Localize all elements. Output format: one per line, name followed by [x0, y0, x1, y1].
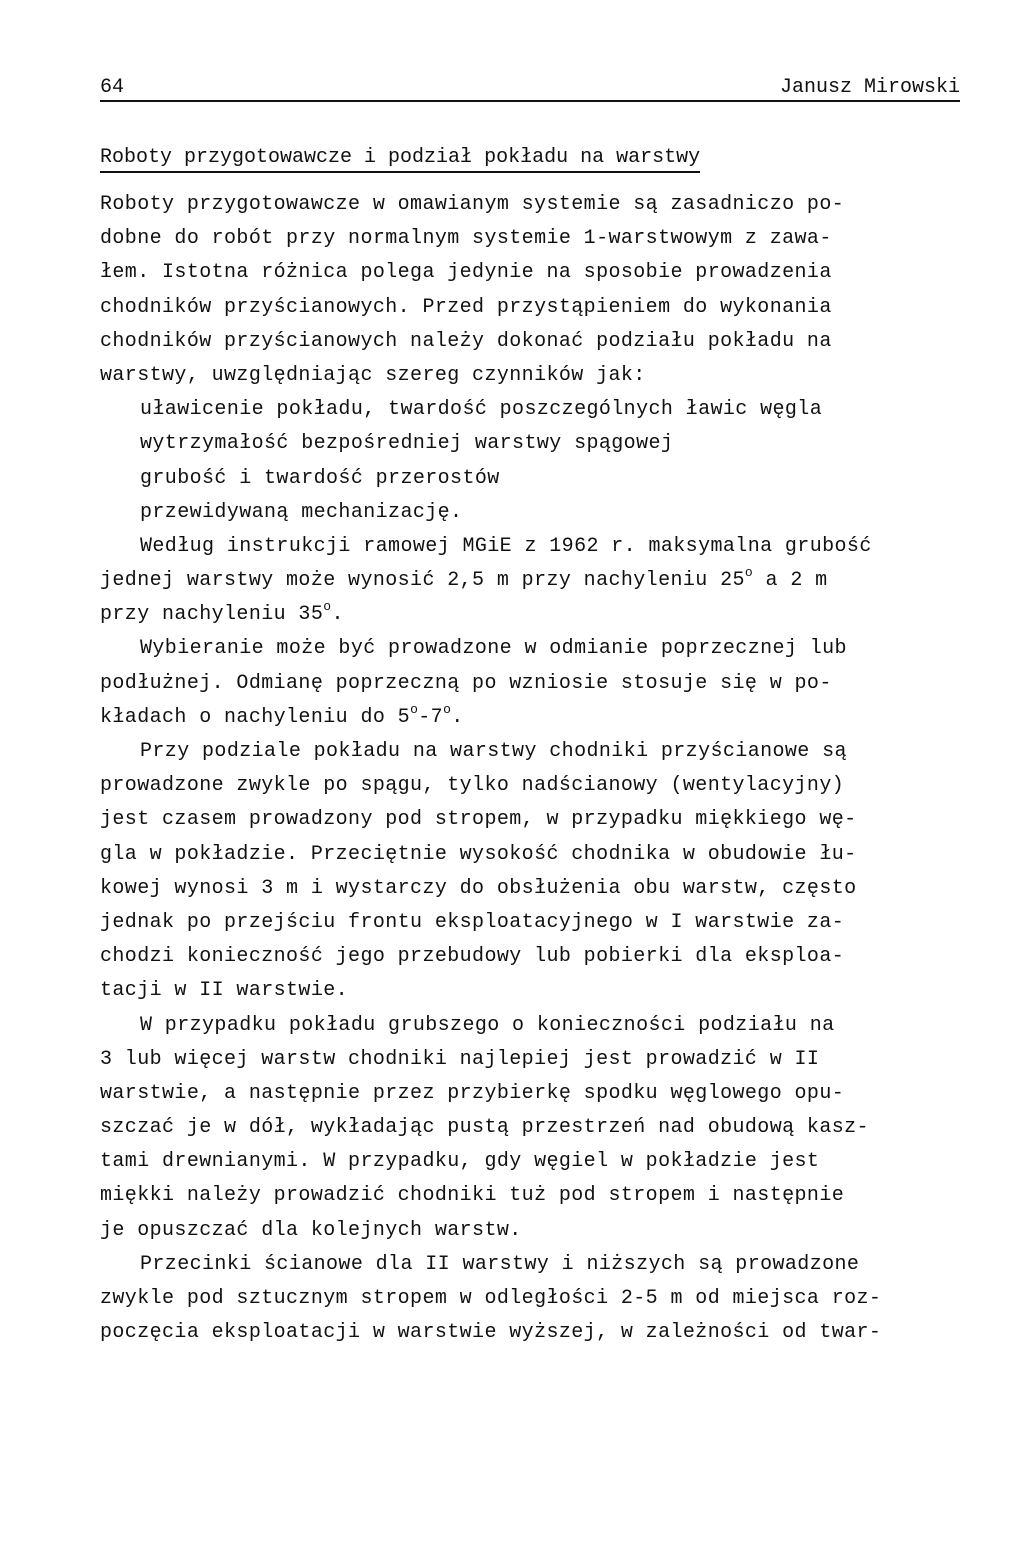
text-line	[100, 496, 960, 530]
line-text: Przecinki ścianowe dla II warstwy i niższych są prowadzone	[140, 1252, 860, 1276]
line-text: zwykle pod sztucznym stropem w odległości 2-5 m od miejsca roz-	[100, 1287, 882, 1310]
text-line	[100, 325, 960, 359]
text-line	[100, 701, 960, 735]
line-text: kładach o nachyleniu do 5	[100, 705, 411, 729]
line-text: jest czasem prowadzony pod stropem, w przypadku miękkiego wę-	[100, 808, 857, 832]
line-text: kowej wynosi 3 m i wystarczy do obsłużenia obu warstw, często	[100, 876, 857, 900]
text-line	[100, 427, 960, 461]
line-text: Roboty przygotowawcze w omawianym systemie są zasadniczo po-	[100, 193, 845, 216]
line-text: uławicenie pokładu, twardość poszczególnych ławic węgla	[140, 398, 823, 422]
line-text: gla w pokładzie. Przeciętnie wysokość chodnika w obudowie łu-	[100, 842, 857, 866]
line-text: a 2 m	[753, 569, 828, 593]
line-text: przy nachyleniu 35	[100, 603, 324, 627]
line-text: chodzi konieczność jego przebudowy lub pobierki dla eksploa-	[100, 945, 845, 969]
text-line	[100, 393, 960, 427]
line-text: Wybieranie może być prowadzone w odmianie poprzecznej lub	[140, 637, 847, 661]
line-text: tami drewnianymi. W przypadku, gdy węgiel w pokładzie jest	[100, 1150, 820, 1174]
text-line	[100, 803, 960, 837]
text-line	[100, 974, 960, 1008]
text-line	[100, 1282, 960, 1316]
running-author: Janusz Mirowski	[779, 76, 960, 99]
line-text: -7	[418, 705, 444, 729]
text-line	[100, 1043, 960, 1077]
text-line	[100, 735, 960, 769]
line-text: podłużnej. Odmianę poprzeczną po wzniosie stosuje się w po-	[100, 671, 832, 695]
line-text: jednej warstwy może wynosić 2,5 m przy nachyleniu 25	[100, 569, 745, 593]
section-title: Roboty przygotowawcze i podział pokładu na warstwy	[100, 146, 700, 173]
line-text: prowadzone zwykle po spągu, tylko nadścianowy (wentylacyjny)	[100, 774, 845, 798]
text-line	[100, 632, 960, 666]
line-text: chodników przyścianowych. Przed przystąpieniem do wykonania	[100, 295, 832, 319]
line-text: chodników przyścianowych należy dokonać podziału pokładu na	[100, 329, 832, 353]
line-text: łem. Istotna różnica polega jedynie na sposobie prowadzenia	[100, 261, 832, 285]
line-text: warstwie, a następnie przez przybierkę spodku węglowego opu-	[100, 1081, 845, 1105]
text-line	[100, 256, 960, 290]
line-text: dobne do robót przy normalnym systemie 1-warstwowym z zawa-	[100, 227, 832, 251]
line-text: przewidywaną mechanizację.	[140, 500, 463, 524]
text-line	[100, 188, 960, 222]
text-line	[100, 1145, 960, 1179]
text-line	[100, 769, 960, 803]
text-line	[100, 1214, 960, 1248]
text-line	[100, 462, 960, 496]
degree-sign: o	[410, 701, 419, 717]
text-line	[100, 598, 960, 632]
line-text: 3 lub więcej warstw chodniki najlepiej jest prowadzić w II	[100, 1047, 820, 1071]
text-line	[100, 1248, 960, 1282]
page-number: 64	[100, 76, 125, 99]
text-line	[100, 1316, 960, 1350]
line-text: Przy podziale pokładu na warstwy chodniki przyścianowe są	[140, 740, 847, 763]
text-line	[100, 564, 960, 598]
line-text: je opuszczać dla kolejnych warstw.	[100, 1218, 522, 1242]
degree-sign: o	[323, 599, 332, 615]
text-line	[100, 222, 960, 256]
line-text: jednak po przejściu frontu eksploatacyjnego w I warstwie za-	[100, 910, 845, 934]
line-text: .	[451, 705, 464, 729]
line-text: miękki należy prowadzić chodniki tuż pod stropem i następnie	[100, 1184, 845, 1208]
text-line	[100, 291, 960, 325]
text-line	[100, 530, 960, 564]
degree-sign: o	[744, 565, 754, 581]
line-text: szczać je w dół, wykładając pustą przestrzeń nad obudową kasz-	[100, 1116, 869, 1140]
page-header	[100, 72, 960, 102]
line-text: grubość i twardość przerostów	[140, 466, 500, 490]
text-line	[100, 1009, 960, 1043]
text-line	[100, 1111, 960, 1145]
line-text: Według instrukcji ramowej MGiE z 1962 r. maksymalna grubość	[140, 534, 872, 558]
line-text: poczęcia eksploatacji w warstwie wyższej, w zależności od twar-	[100, 1321, 882, 1345]
text-line	[100, 1077, 960, 1111]
text-line	[100, 940, 960, 974]
text-line	[100, 838, 960, 872]
degree-sign: o	[443, 701, 452, 717]
line-text: wytrzymałość bezpośredniej warstwy spągowej	[140, 432, 674, 456]
line-text: warstwy, uwzględniając szereg czynników jak:	[100, 363, 646, 387]
text-line	[100, 872, 960, 906]
body-text	[100, 188, 960, 1350]
text-line	[100, 1179, 960, 1213]
text-line	[100, 906, 960, 940]
line-text: .	[331, 603, 344, 627]
text-line	[100, 359, 960, 393]
line-text: tacji w II warstwie.	[100, 979, 349, 1003]
line-text: W przypadku pokładu grubszego o konieczności podziału na	[140, 1013, 835, 1037]
text-line	[100, 667, 960, 701]
